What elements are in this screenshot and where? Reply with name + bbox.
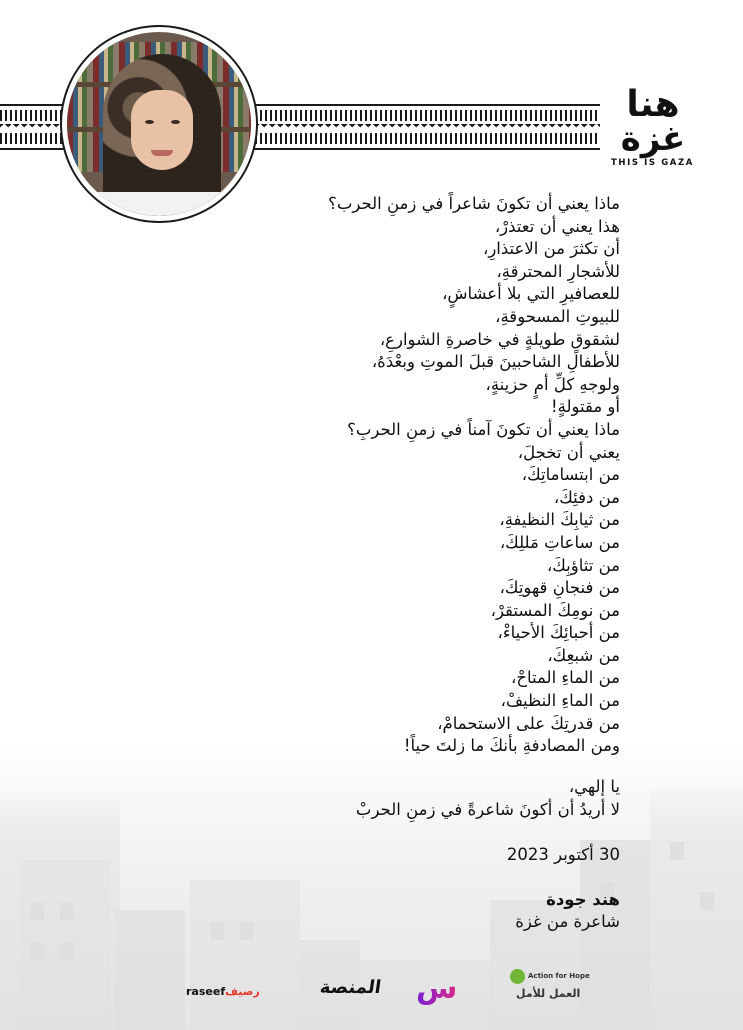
this-is-gaza-logo: [603, 84, 703, 168]
sin-text: س: [416, 971, 458, 1006]
verse: ماذا يعني أن تكونَ آمناً في زمنِ الحربِ؟: [347, 419, 620, 439]
verse: من الماءِ المتاحْ،: [511, 668, 620, 688]
raseef-arabic: رصيف: [225, 985, 260, 998]
verse: من تثاؤبِكَ،: [546, 555, 620, 575]
poem-stanza-2: [120, 776, 620, 821]
hope-leaf-icon: [510, 969, 525, 984]
verse: للعصافيرِ التي بلا أعشاشٍ،: [442, 284, 620, 304]
poem-date: [120, 845, 620, 864]
manassa-logo: [319, 977, 383, 998]
sin-logo: [416, 971, 457, 1006]
verse: ماذا يعني أن تكونَ شاعراً في زمنِ الحرب؟: [328, 194, 620, 213]
manassa-text: المنصة: [318, 977, 383, 998]
poem-stanza-1: [120, 193, 620, 758]
logo-english: THIS IS GAZA: [611, 158, 694, 168]
verse: من نومِكَ المستقرْ،: [490, 600, 620, 620]
verse: ولوجهِ كلِّ أمٍ حزينةٍ،: [485, 374, 620, 394]
verse: يعني أن تخجلَ،: [517, 442, 620, 462]
logo-arabic-line1: هنا: [626, 84, 680, 125]
poet-portrait: [62, 27, 256, 221]
verse: من فنجانِ قهوتِكَ،: [499, 578, 620, 598]
verse: هذا يعني أن تعتذرْ،: [494, 216, 620, 236]
verse: من قدرتِكَ على الاستحمامْ،: [437, 713, 620, 733]
verse: يا إلهي،: [568, 777, 620, 796]
verse: من شبعِكَ،: [547, 645, 620, 665]
author-block: [120, 889, 620, 933]
raseef-latin: raseef: [186, 985, 226, 998]
date-text: 30 أكتوبر 2023: [506, 845, 620, 864]
verse: من دفئِكَ،: [553, 487, 620, 507]
verse: أن تكثرَ من الاعتذارِ،: [483, 239, 620, 259]
verse: من ثيابِكَ النظيفةِ،: [499, 510, 620, 530]
hope-english: Action for Hope: [528, 972, 590, 980]
verse: لا أريدُ أن أكونَ شاعرةً في زمنِ الحربْ: [355, 799, 620, 819]
verse: للبيوتِ المسحوقةِ،: [495, 306, 620, 326]
verse: من الماءِ النظيفْ،: [500, 691, 620, 711]
verse: من أحبائِكَ الأحياءْ،: [497, 623, 620, 643]
footer-partner-logos: [0, 965, 743, 1015]
action-for-hope-logo: [510, 967, 600, 1007]
logo-arabic-line2: غزة: [620, 119, 686, 159]
raseef-logo: [186, 985, 260, 998]
verse: للأشجارِ المحترقةِ،: [496, 261, 620, 281]
author-role: شاعرة من غزة: [515, 912, 620, 931]
verse: للأطفالِ الشاحبينَ قبلَ الموتِ وبعْدَهُ،: [371, 352, 620, 372]
author-name: هند جودة: [546, 890, 620, 909]
verse: لشقوقٍ طويلةٍ في خاصرةِ الشوارعِ،: [379, 329, 620, 349]
verse: من ابتساماتِكَ،: [521, 465, 620, 485]
hope-arabic: العمل للأمل: [516, 987, 581, 1000]
verse: ومن المصادفةِ بأنكَ ما زلتَ حياً!: [403, 736, 620, 756]
verse: من ساعاتِ مَللِكَ،: [499, 532, 620, 552]
verse: أو مقتولةٍ!: [551, 397, 620, 417]
